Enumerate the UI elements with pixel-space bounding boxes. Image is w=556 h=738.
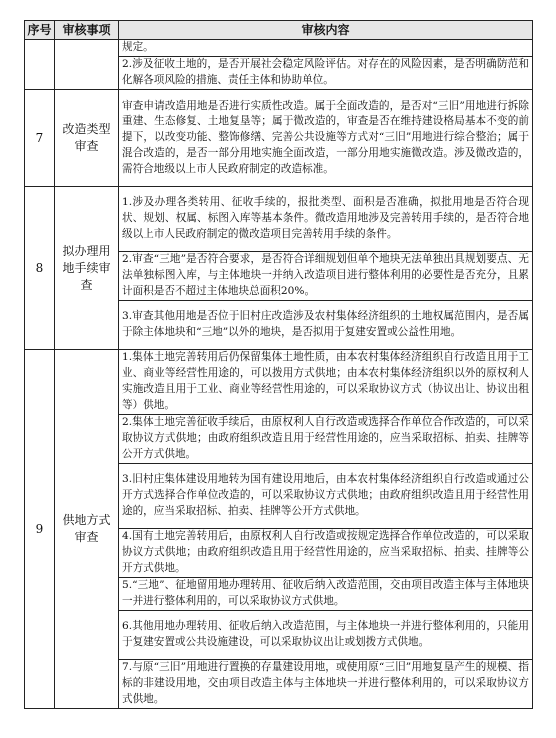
header-number: 序号: [25, 21, 55, 40]
table-row: [25, 350, 533, 415]
header-review-item: 审核事项: [55, 21, 119, 40]
content-cell: 4.国有土地完善转用后，由原权利人自行改造或按规定选择合作单位改造的，可以采取协议方式供地；由政府组织改造且用于经营性用途的，应当采取招标、拍卖、挂牌等公开方式供地。: [119, 529, 533, 578]
content-cell: 1.涉及办理各类转用、征收手续的，报批类型、面积是否准确，拟批用地是否符合现状、规划、权属、标图入库等基本条件。微改造用地涉及完善转用手续的，是否符合地级以上市人民政府制定的微改造项目完善转用手续的条件。: [119, 187, 533, 252]
table-header-row: [25, 21, 533, 40]
content-cell: 6.其他用地办理转用、征收后纳入改造范围，与主体地块一并进行整体利用的，只能用于复建安置或公共设施建设，可以采取协议出让或划拨方式供地。: [119, 611, 533, 660]
content-cell: 规定。: [119, 40, 533, 57]
content-cell: 2.涉及征收土地的，是否开展社会稳定风险评估。对存在的风险因素，是否明确防范和化解各项风险的措施、责任主体和协助单位。: [119, 57, 533, 90]
row-number-cell: 7: [25, 90, 55, 187]
row-item-cell: 改造类型审查: [55, 90, 119, 187]
table-row: [25, 90, 533, 187]
content-cell: 7.与原“三旧”用地进行置换的存量建设用地，或使用原“三旧”用地复垦产生的规模、指标的非建设用地，交由项目改造主体与主体地块一并进行整体利用的，可以采取协议方式供地。: [119, 660, 533, 709]
content-cell: 1.集体土地完善转用后仍保留集体土地性质，由本农村集体经济组织自行改造且用于工业、商业等经营性用途的，可以拨用方式供地；由本农村集体经济组织以外的原权利人实施改造且用于工业、商业等经营性用途的，可以采取协议方式（协议出让、协议出租等）供地。: [119, 350, 533, 415]
content-cell: 5.“三地”、征地留用地办理转用、征收后纳入改造范围，交由项目改造主体与主体地块一并进行整体利用的，可以采取协议方式供地。: [119, 578, 533, 611]
table-row: [25, 187, 533, 252]
content-cell: 审查申请改造用地是否进行实质性改造。属于全面改造的，是否对“三旧”用地进行拆除重建、生态修复、土地复垦等；属于微改造的，审查是否在维持建设格局基本不变的前提下，以改变功能、整饰修缮、完善公共设施等方式对“三旧”用地进行综合整治；属于混合改造的，是否一部分用地实施全面改造，一部分用地实施微改造。涉及微改造的，需符合地级以上市人民政府制定的改造标准。: [119, 90, 533, 187]
row-item-cell: 供地方式审查: [55, 350, 119, 709]
row-number-cell: [25, 40, 55, 90]
content-cell: 3.审查其他用地是否位于旧村庄改造涉及农村集体经济组织的土地权属范围内，是否属于除主体地块和“三地”以外的地块，是否拟用于复建安置或公益性用地。: [119, 301, 533, 350]
content-cell: 3.旧村庄集体建设用地转为国有建设用地后，由本农村集体经济组织自行改造或通过公开方式选择合作单位改造的，可以采取协议方式供地；由政府组织改造且用于经营性用途的，应当采取招标、拍卖、挂牌等公开方式供地。: [119, 464, 533, 529]
content-cell: 2.集体土地完善征收手续后，由原权利人自行改造或选择合作单位合作改造的，可以采取协议方式供地；由政府组织改造且用于经营性用途的，应当采取招标、拍卖、挂牌等公开方式供地。: [119, 415, 533, 464]
header-review-content: 审核内容: [119, 21, 533, 40]
row-item-cell: [55, 40, 119, 90]
row-number-cell: 9: [25, 350, 55, 709]
review-table: [24, 20, 533, 709]
row-item-cell: 拟办理用地手续审查: [55, 187, 119, 350]
table-row: [25, 40, 533, 57]
row-number-cell: 8: [25, 187, 55, 350]
content-cell: 2.审查“三地”是否符合要求，是否符合详细规划但单个地块无法单独出具规划要点、无法单独标图入库，与主体地块一并纳入改造项目进行整体利用的必要性是否充分，且累计面积是否不超过主体地块总面积20%。: [119, 252, 533, 301]
